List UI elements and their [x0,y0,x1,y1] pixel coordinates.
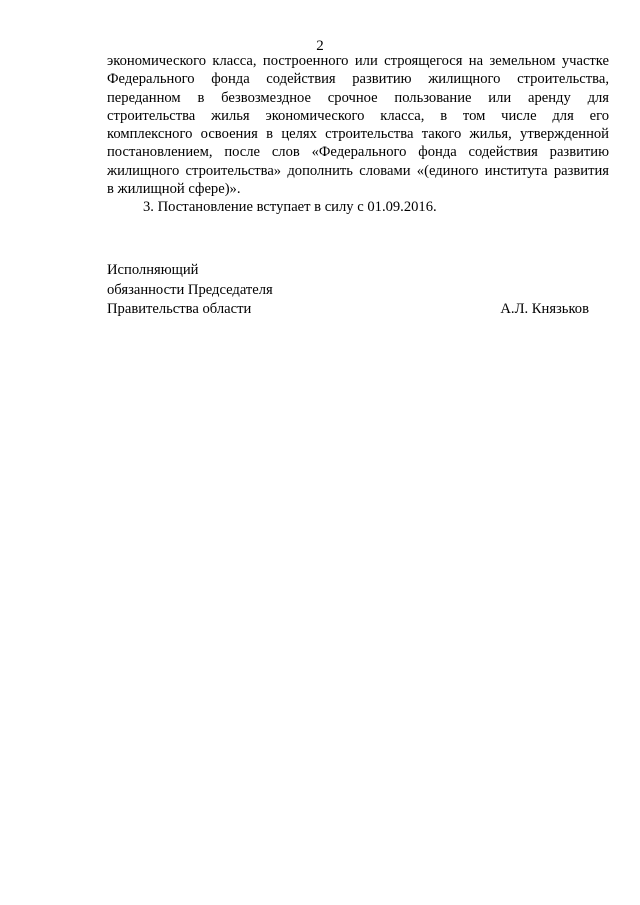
text-line: постановлением, после слов «Федерального фонда содействия развитию [107,144,609,161]
signatory-position-line: Правительства области [107,301,252,317]
text-line: строительства жилья экономического класса, в том числе для его [107,107,609,124]
text-line: в жилищной сфере)». [107,181,241,198]
signature-row [107,300,589,320]
paragraph-continuation [107,52,609,198]
signatory-position-line: Исполняющий [107,262,199,278]
paragraph-effective-date: 3. Постановление вступает в силу с 01.09.2016. [143,199,437,216]
text-line: комплексного освоения в целях строительства такого жилья, утвержденной [107,126,609,143]
text-line: переданном в безвозмездное срочное пользование или аренду для [107,89,609,106]
signatory-position-line: обязанности Председателя [107,281,273,298]
page-number: 2 [316,38,324,54]
text-line: Федерального фонда содействия развитию жилищного строительства, [107,71,609,88]
signature-block [107,261,589,320]
text-line: экономического класса, построенного или строящегося на земельном участке [107,53,609,69]
text-line: жилищного строительства» дополнить словами «(единого института развития [107,162,609,179]
document-body [107,52,609,217]
signatory-name: А.Л. Князьков [500,301,589,317]
